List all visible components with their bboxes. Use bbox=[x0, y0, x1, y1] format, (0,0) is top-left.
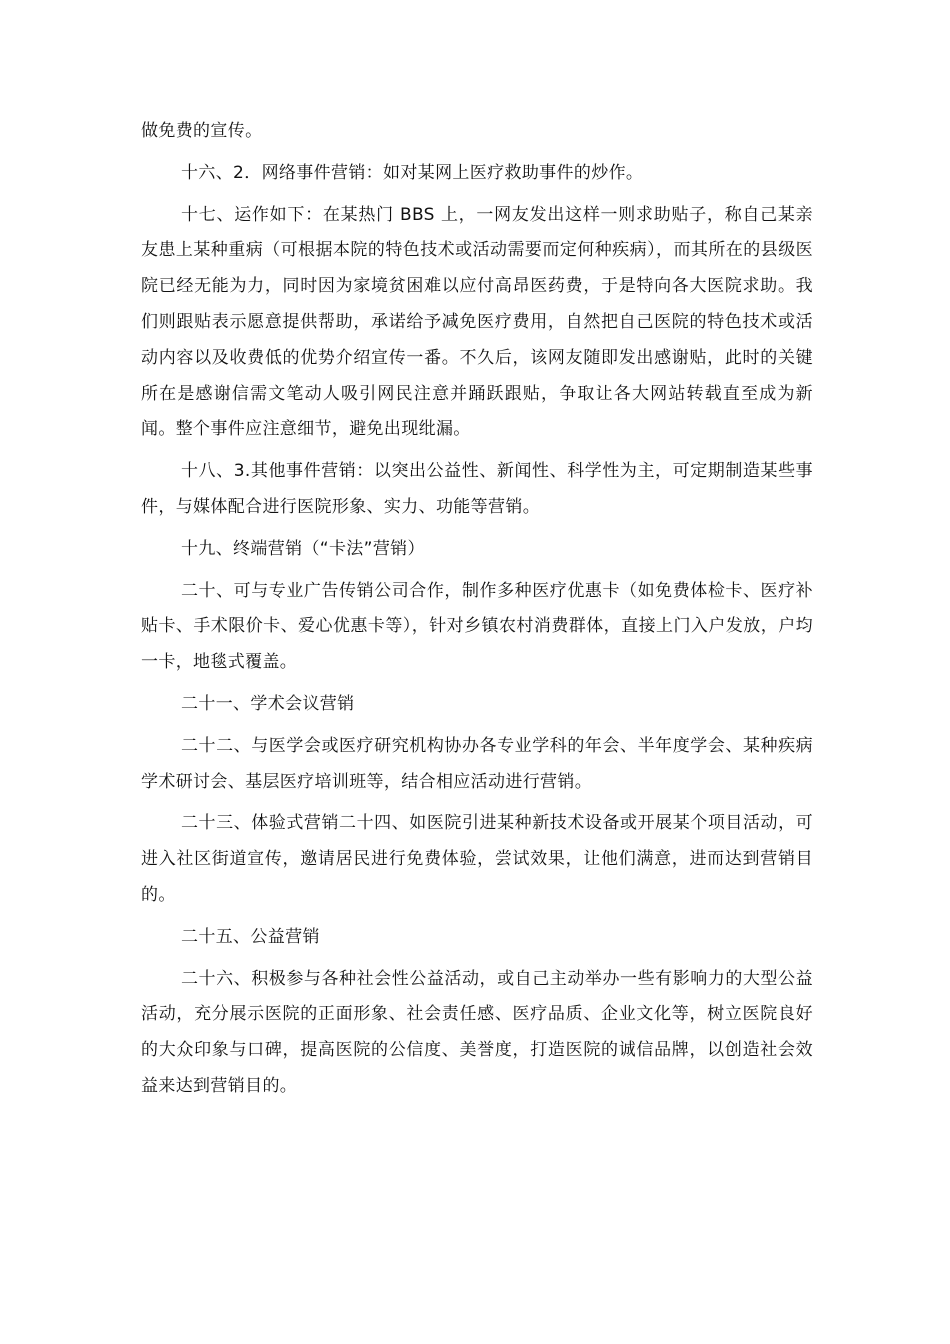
paragraph-8: 二十二、与医学会或医疗研究机构协办各专业学科的年会、半年度学会、某种疾病学术研讨会、基层医疗培训班等，结合相应活动进行营销。 bbox=[141, 735, 813, 792]
paragraph-4: 十八、3.其他事件营销：以突出公益性、新闻性、科学性为主，可定期制造某些事件，与媒体配合进行医院形象、实力、功能等营销。 bbox=[141, 461, 813, 517]
paragraph-9: 二十三、体验式营销二十四、如医院引进某种新技术设备或开展某个项目活动，可进入社区街道宣传，邀请居民进行免费体验，尝试效果，让他们满意，进而达到营销目的。 bbox=[141, 813, 813, 905]
paragraph-6: 二十、可与专业广告传销公司合作，制作多种医疗优惠卡（如免费体检卡、医疗补贴卡、手术限价卡、爱心优惠卡等），针对乡镇农村消费群体，直接上门入户发放，户均一卡，地毯式覆盖。 bbox=[141, 580, 813, 673]
paragraph-3: 十七、运作如下：在某热门 BBS 上，一网友发出这样一则求助贴子，称自己某亲友患上某种重病（可根据本院的特色技术或活动需要而定何种疾病），而其所在的县级医院已经无能为力，同时因为家境贫困难以应付高昂医药费，于是特向各大医院求助。我们则跟贴表示愿意提供帮助，承诺给予减免医疗费用，自然把自己医院的特色技术或活动内容以及收费低的优势介绍宣传一番。不久后，该网友随即发出感谢贴，此时的关键所在是感谢信需文笔动人吸引网民注意并踊跃跟贴，争取让各大网站转载直至成为新闻。整个事件应注意细节，避免出现纰漏。 bbox=[141, 204, 813, 440]
document-page bbox=[141, 114, 813, 1111]
paragraph-7: 二十一、学术会议营销 bbox=[181, 693, 355, 714]
paragraph-2: 十六、2．网络事件营销：如对某网上医疗救助事件的炒作。 bbox=[181, 162, 644, 183]
paragraph-5: 十九、终端营销（“卡法”营销） bbox=[181, 538, 425, 559]
paragraph-1: 做免费的宣传。 bbox=[141, 121, 263, 141]
paragraph-11: 二十六、积极参与各种社会性公益活动，或自己主动举办一些有影响力的大型公益活动，充分展示医院的正面形象、社会责任感、医疗品质、企业文化等，树立医院良好的大众印象与口碑，提高医院的公信度、美誉度，打造医院的诚信品牌，以创造社会效益来达到营销目的。 bbox=[141, 968, 813, 1096]
paragraph-10: 二十五、公益营销 bbox=[181, 926, 320, 947]
